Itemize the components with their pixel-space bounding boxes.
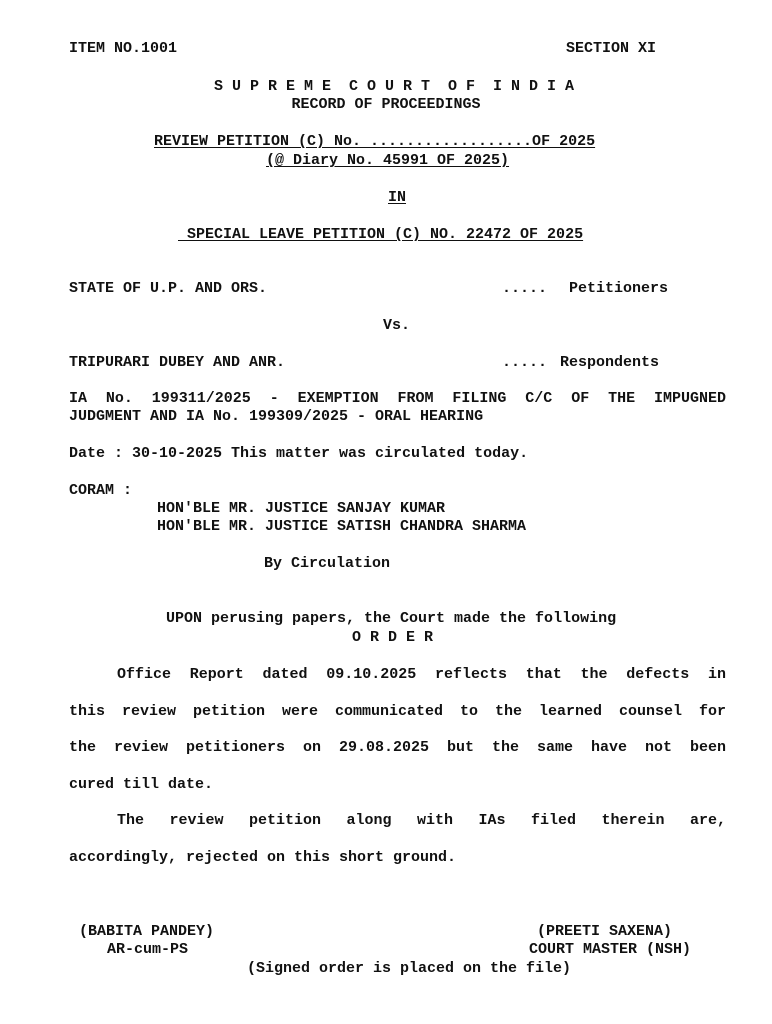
- signatory-right-title: COURT MASTER (NSH): [529, 941, 692, 958]
- order-para1-line-4: cured till date.: [69, 776, 214, 793]
- in-label: IN: [388, 189, 407, 206]
- order-preamble: UPON perusing papers, the Court made the following: [166, 610, 617, 627]
- date-line: Date : 30-10-2025 This matter was circulated today.: [69, 445, 529, 462]
- signatory-left-name: (BABITA PANDEY): [79, 923, 215, 940]
- judge-2: HON'BLE MR. JUSTICE SATISH CHANDRA SHARMA: [157, 518, 527, 535]
- order-para1-line-1: Office Report dated 09.10.2025 reflects that the defects in: [117, 666, 726, 683]
- respondent-role: Respondents: [560, 354, 660, 371]
- respondent-name: TRIPURARI DUBEY AND ANR.: [69, 354, 286, 371]
- petitioner-role: Petitioners: [569, 280, 669, 297]
- item-number: ITEM NO.1001: [69, 40, 178, 57]
- order-para1-line-3: the review petitioners on 29.08.2025 but the same have not been: [69, 739, 726, 756]
- respondent-dots: .....: [502, 354, 548, 371]
- order-heading: O R D E R: [352, 629, 434, 646]
- review-petition-title: REVIEW PETITION (C) No. ..................OF 2025: [154, 133, 596, 150]
- signatory-right-name: (PREETI SAXENA): [537, 923, 673, 940]
- versus-label: Vs.: [383, 317, 411, 334]
- ia-line-2: JUDGMENT AND IA No. 199309/2025 - ORAL HEARING: [69, 408, 484, 425]
- court-name: S U P R E M E C O U R T O F I N D I A: [214, 78, 575, 95]
- slp-title: SPECIAL LEAVE PETITION (C) NO. 22472 OF 2025: [178, 226, 584, 243]
- petitioner-name: STATE OF U.P. AND ORS.: [69, 280, 268, 297]
- circulation-mode: By Circulation: [264, 555, 391, 572]
- petitioner-dots: .....: [502, 280, 548, 297]
- judge-1: HON'BLE MR. JUSTICE SANJAY KUMAR: [157, 500, 446, 517]
- record-title: RECORD OF PROCEEDINGS: [291, 96, 481, 113]
- ia-line-1: IA No. 199311/2025 - EXEMPTION FROM FILING C/C OF THE IMPUGNED: [69, 390, 726, 407]
- section-number: SECTION XI: [566, 40, 657, 57]
- coram-label: CORAM :: [69, 482, 133, 499]
- signatory-left-title: AR-cum-PS: [107, 941, 189, 958]
- diary-number: (@ Diary No. 45991 OF 2025): [266, 152, 510, 169]
- order-para2-line-1: The review petition along with IAs filed therein are,: [117, 812, 726, 829]
- signed-order-note: (Signed order is placed on the file): [247, 960, 572, 977]
- order-para2-line-2: accordingly, rejected on this short ground.: [69, 849, 457, 866]
- order-para1-line-2: this review petition were communicated to the learned counsel for: [69, 703, 726, 720]
